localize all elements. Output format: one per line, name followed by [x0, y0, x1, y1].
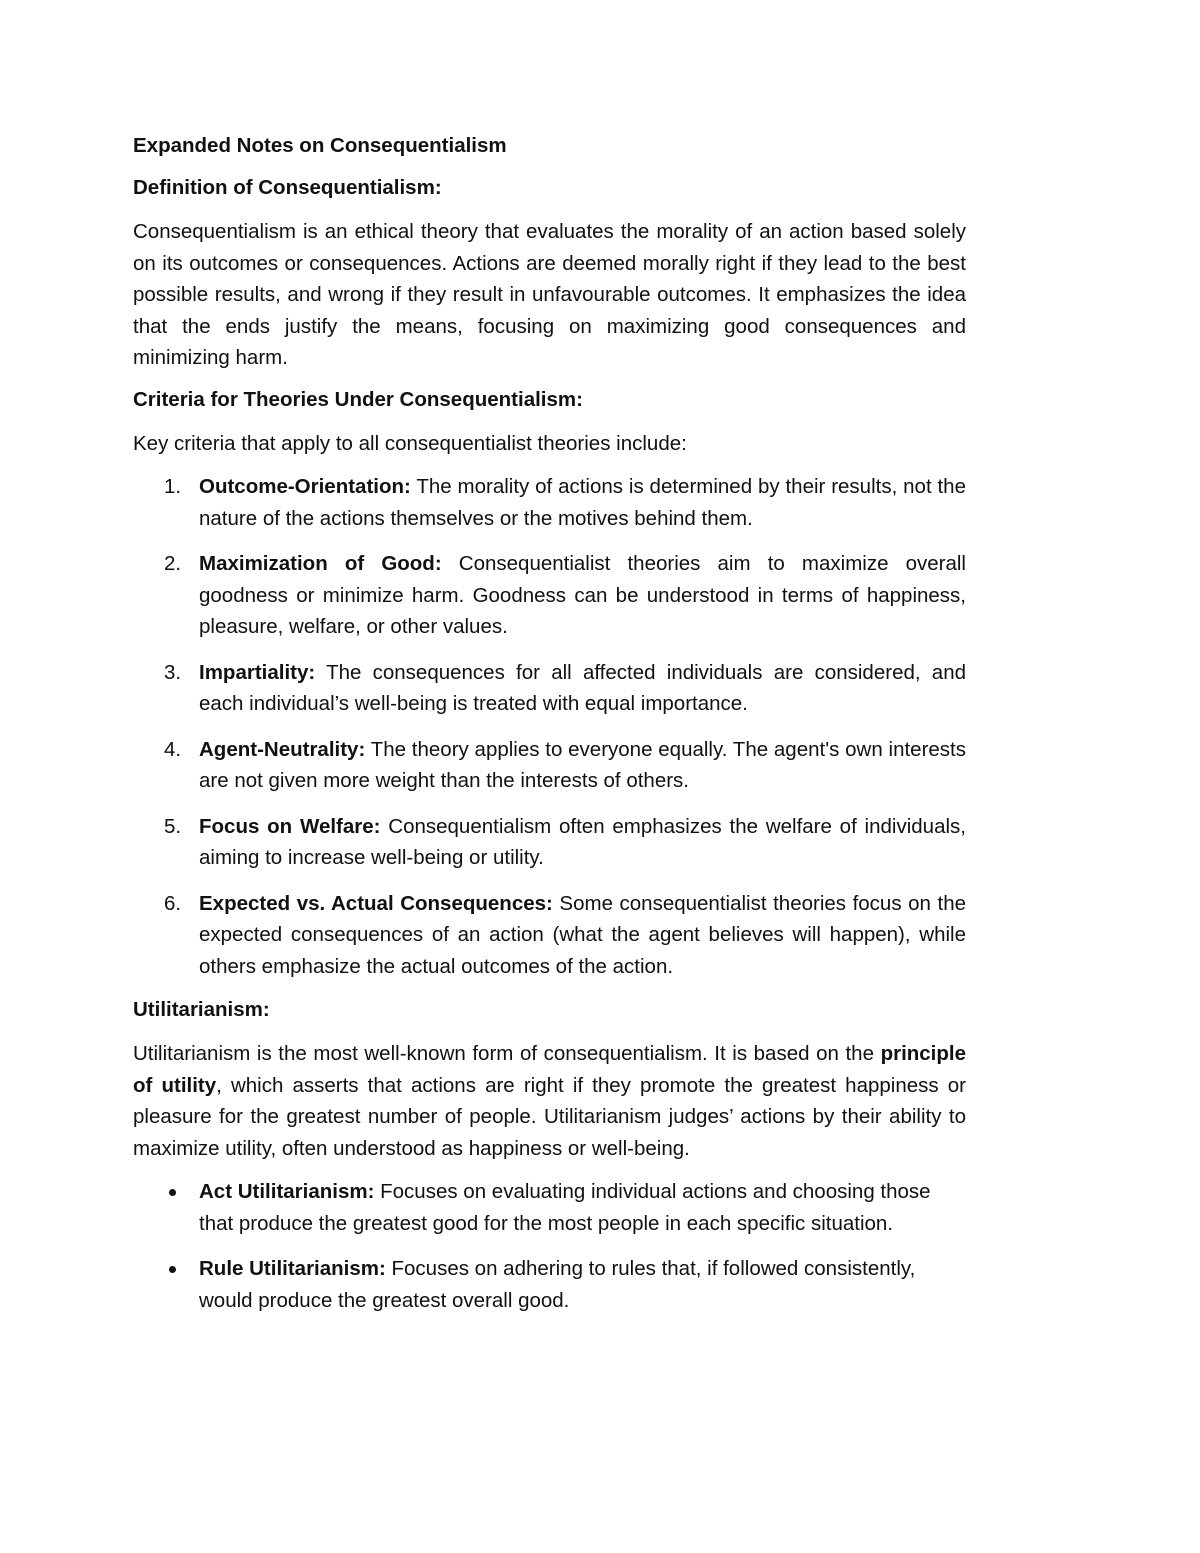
bullet-text: Focuses on evaluating individual actions and choosing those that produce the greatest good for the most people in each specific situation.: [199, 1180, 931, 1235]
criteria-item: [133, 811, 966, 874]
criteria-heading: Criteria for Theories Under Consequentialism:: [133, 387, 583, 411]
bullet-icon: [169, 1189, 176, 1196]
criteria-term: Outcome-Orientation:: [199, 475, 411, 498]
criteria-text: Consequentialism often emphasizes the welfare of individuals, aiming to increase well-being or utility.: [199, 814, 966, 869]
criteria-intro: Key criteria that apply to all consequentialist theories include:: [133, 431, 687, 455]
criteria-term: Focus on Welfare:: [199, 814, 381, 838]
bullet-term: Rule Utilitarianism:: [199, 1257, 386, 1280]
criteria-item: [133, 888, 966, 983]
bullet-text: Focuses on adhering to rules that, if followed consistently, would produce the greatest overall good.: [199, 1257, 916, 1312]
criteria-text: The consequences for all affected individuals are considered, and each individual’s well-being is treated with equal importance.: [199, 660, 966, 715]
bullet-item: [133, 1176, 966, 1239]
criteria-item: [133, 734, 966, 797]
bullet-item: [133, 1253, 966, 1316]
utilitarianism-text-start: Utilitarianism is the most well-known form of consequentialism. It is based on the: [133, 1042, 881, 1065]
bullet-icon: [169, 1266, 176, 1273]
page-title: Expanded Notes on Consequentialism: [133, 134, 507, 157]
list-number: 2.: [164, 552, 182, 575]
list-number: 4.: [164, 737, 182, 761]
criteria-text: Some consequentialist theories focus on the expected consequences of an action (what the agent believes will happen), while others emphasize the actual outcomes of the action.: [199, 891, 966, 978]
utilitarianism-text-end: , which asserts that actions are right if they promote the greatest happiness or pleasure for the greatest number of people. Utilitarianism judges’ actions by their ability to maximize utility, often understood as happiness or well-being.: [133, 1073, 966, 1160]
list-number: 1.: [164, 475, 182, 498]
utilitarianism-heading: Utilitarianism:: [133, 998, 270, 1021]
criteria-list: [133, 471, 966, 982]
list-number: 6.: [164, 891, 182, 915]
document-page: [133, 132, 966, 1330]
criteria-text: The morality of actions is determined by their results, not the nature of the actions themselves or the motives behind them.: [199, 475, 966, 530]
list-number: 5.: [164, 814, 182, 838]
criteria-text: Consequentialist theories aim to maximize overall goodness or minimize harm. Goodness can be understood in terms of happiness, pleasure, welfare, or other values.: [199, 552, 966, 638]
bullet-term: Act Utilitarianism:: [199, 1180, 375, 1203]
principle-of-utility-term: principle of utility: [133, 1042, 966, 1097]
criteria-item: [133, 657, 966, 720]
definition-paragraph: Consequentialism is an ethical theory that evaluates the morality of an action based solely on its outcomes or consequences. Actions are deemed morally right if they lead to the best possible results, and wrong if they result in unfavourable outcomes. It emphasizes the idea that the ends justify the means, focusing on maximizing good consequences and minimizing harm.: [133, 220, 966, 369]
criteria-text: The theory applies to everyone equally. The agent's own interests are not given more weight than the interests of others.: [199, 737, 966, 792]
criteria-term: Impartiality:: [199, 660, 316, 684]
criteria-term: Agent-Neutrality:: [199, 737, 366, 761]
criteria-item: [133, 548, 966, 643]
list-number: 3.: [164, 660, 182, 684]
definition-heading: Definition of Consequentialism:: [133, 176, 442, 199]
criteria-item: [133, 471, 966, 534]
utilitarianism-bullet-list: [133, 1176, 966, 1316]
criteria-term: Expected vs. Actual Consequences:: [199, 891, 553, 915]
utilitarianism-paragraph: [133, 1038, 966, 1164]
criteria-term: Maximization of Good:: [199, 552, 442, 575]
